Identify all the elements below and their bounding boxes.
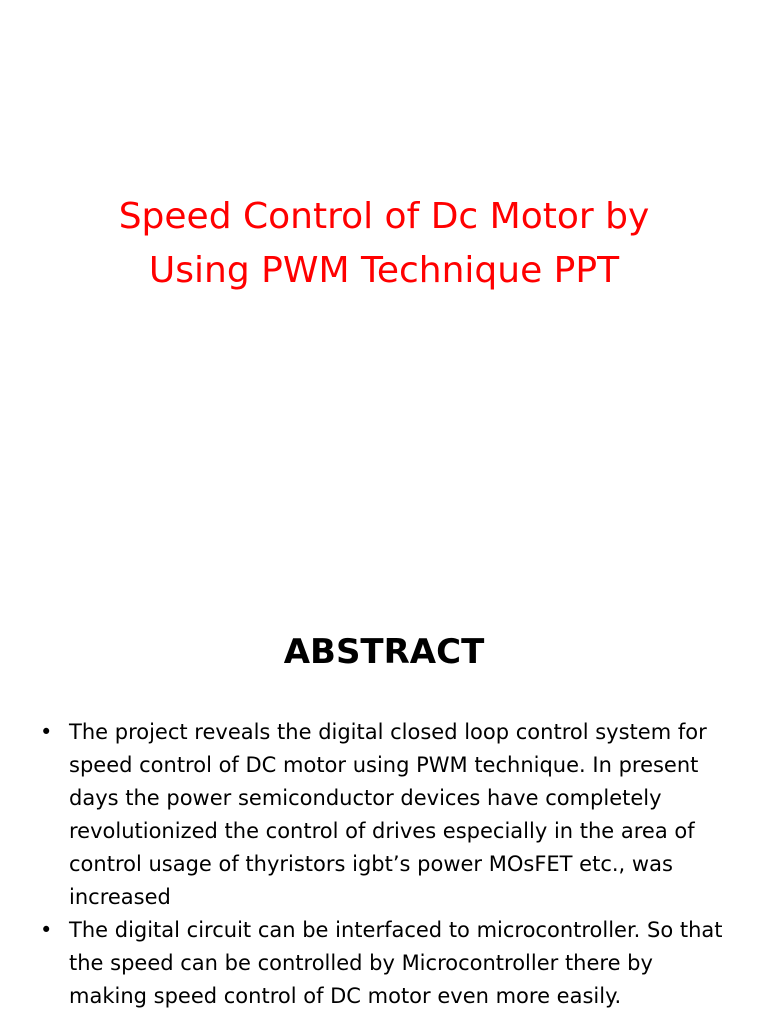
abstract-bullet-1 bbox=[40, 716, 730, 914]
slide-title-line-2: Using PWM Technique PPT bbox=[148, 250, 620, 291]
bullet-marker: • bbox=[40, 918, 53, 942]
bullet-marker: • bbox=[40, 720, 53, 744]
slide-title-line-1: Speed Control of Dc Motor by bbox=[118, 196, 650, 237]
slide-title bbox=[40, 190, 728, 298]
abstract-bullet-list bbox=[40, 716, 730, 1013]
abstract-bullet-text-2: The digital circuit can be interfaced to microcontroller. So that the speed can be controlled by Microcontroller there by making speed control of DC motor even more easily. bbox=[69, 918, 723, 1008]
abstract-bullet-text-1: The project reveals the digital closed loop control system for speed control of DC motor using PWM technique. In present days the power semiconductor devices have completely revolutionized the control of drives especially in the area of control usage of thyristors igbt’s power MOsFET etc., was increased bbox=[69, 720, 707, 909]
abstract-heading: ABSTRACT bbox=[283, 632, 485, 672]
abstract-bullet-2 bbox=[40, 914, 730, 1013]
abstract-slide bbox=[0, 576, 768, 1024]
